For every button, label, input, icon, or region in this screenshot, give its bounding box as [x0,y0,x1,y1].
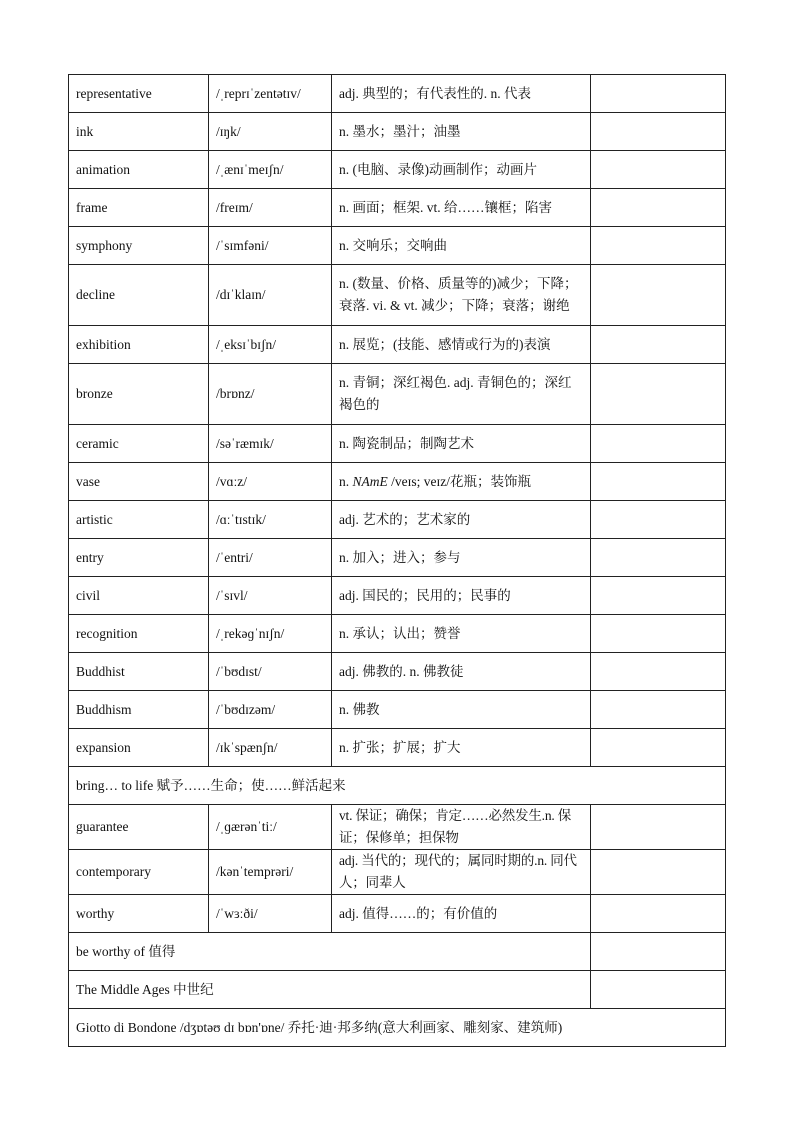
table-row [69,501,726,539]
word-cell: guarantee [69,805,209,850]
blank-cell [591,151,726,189]
blank-cell [591,805,726,850]
blank-cell [591,539,726,577]
table-row [69,189,726,227]
blank-cell [591,227,726,265]
word-cell: artistic [69,501,209,539]
meaning-cell: adj. 艺术的；艺术家的 [332,501,591,539]
vocabulary-table [68,74,726,1047]
table-row [69,805,726,850]
blank-cell [591,265,726,326]
meaning-prefix: n. [339,473,353,489]
word-cell: animation [69,151,209,189]
meaning-cell: n. 交响乐；交响曲 [332,227,591,265]
table-row [69,265,726,326]
table-row [69,227,726,265]
meaning-cell: adj. 值得……的；有价值的 [332,895,591,933]
blank-cell [591,895,726,933]
phonetic-cell: /vɑːz/ [209,463,332,501]
blank-cell [591,463,726,501]
table-row [69,539,726,577]
word-cell: Buddhist [69,653,209,691]
table-row [69,151,726,189]
phonetic-cell: /ˌeksɪˈbɪʃn/ [209,326,332,364]
phonetic-cell: /ˌɡærənˈtiː/ [209,805,332,850]
table-row [69,615,726,653]
phonetic-cell: /ɪŋk/ [209,113,332,151]
phonetic-cell: /ˈsɪvl/ [209,577,332,615]
meaning-cell: n. 画面；框架. vt. 给……镶框；陷害 [332,189,591,227]
table-row [69,425,726,463]
word-cell: recognition [69,615,209,653]
phonetic-cell: /ˈbʊdɪst/ [209,653,332,691]
phrase-cell: bring… to life 赋予……生命；使……鲜活起来 [69,767,726,805]
meaning-cell [332,463,591,501]
table-row [69,75,726,113]
table-row [69,691,726,729]
phonetic-cell: /ɪkˈspænʃn/ [209,729,332,767]
meaning-cell: n. 扩张；扩展；扩大 [332,729,591,767]
table-row [69,1009,726,1047]
meaning-cell: n. (数量、价格、质量等的)减少；下降；衰落. vi. & vt. 减少；下降；衰落；谢绝 [332,265,591,326]
meaning-cell: adj. 国民的；民用的；民事的 [332,577,591,615]
phonetic-cell: /ˈbʊdɪzəm/ [209,691,332,729]
blank-cell [591,189,726,227]
table-row [69,364,726,425]
meaning-cell: n. 承认；认出；赞誉 [332,615,591,653]
table-row [69,895,726,933]
phonetic-cell: /freɪm/ [209,189,332,227]
meaning-italic: NAmE [352,473,388,489]
phonetic-cell: /ˌreprɪˈzentətɪv/ [209,75,332,113]
phrase-cell: Giotto di Bondone /dʒɒtəʊ dɪ bɒn'ɒne/ 乔托·迪·邦多纳(意大利画家、雕刻家、建筑师) [69,1009,726,1047]
blank-cell [591,113,726,151]
blank-cell [591,615,726,653]
word-cell: expansion [69,729,209,767]
word-cell: vase [69,463,209,501]
blank-cell [591,577,726,615]
blank-cell [591,364,726,425]
blank-cell [591,971,726,1009]
word-cell: frame [69,189,209,227]
meaning-rest: /veɪs; veɪz/花瓶；装饰瓶 [387,473,531,489]
word-cell: ink [69,113,209,151]
table-row [69,113,726,151]
phonetic-cell: /ˈsɪmfəni/ [209,227,332,265]
word-cell: Buddhism [69,691,209,729]
blank-cell [591,729,726,767]
meaning-cell: n. 展览；(技能、感情或行为的)表演 [332,326,591,364]
meaning-cell: n. 青铜；深红褐色. adj. 青铜色的；深红褐色的 [332,364,591,425]
word-cell: representative [69,75,209,113]
blank-cell [591,933,726,971]
word-cell: symphony [69,227,209,265]
phonetic-cell: /ɑːˈtɪstɪk/ [209,501,332,539]
table-row [69,577,726,615]
word-cell: civil [69,577,209,615]
blank-cell [591,691,726,729]
meaning-cell: adj. 佛教的. n. 佛教徒 [332,653,591,691]
word-cell: ceramic [69,425,209,463]
table-row [69,463,726,501]
word-cell: bronze [69,364,209,425]
table-row [69,971,726,1009]
table-row [69,850,726,895]
phrase-cell: The Middle Ages 中世纪 [69,971,591,1009]
phonetic-cell: /səˈræmɪk/ [209,425,332,463]
meaning-cell: vt. 保证；确保；肯定……必然发生.n. 保证；保修单；担保物 [332,805,591,850]
phonetic-cell: /dɪˈklaɪn/ [209,265,332,326]
table-row [69,767,726,805]
meaning-cell: adj. 典型的；有代表性的. n. 代表 [332,75,591,113]
phonetic-cell: /ˌænɪˈmeɪʃn/ [209,151,332,189]
table-row [69,933,726,971]
blank-cell [591,425,726,463]
blank-cell [591,850,726,895]
phrase-cell: be worthy of 值得 [69,933,591,971]
table-row [69,326,726,364]
blank-cell [591,501,726,539]
word-cell: worthy [69,895,209,933]
meaning-cell: n. 加入；进入；参与 [332,539,591,577]
phonetic-cell: /kənˈtemprəri/ [209,850,332,895]
meaning-cell: adj. 当代的；现代的；属同时期的.n. 同代人；同辈人 [332,850,591,895]
blank-cell [591,75,726,113]
blank-cell [591,326,726,364]
meaning-cell: n. 墨水；墨汁；油墨 [332,113,591,151]
word-cell: exhibition [69,326,209,364]
table-row [69,729,726,767]
phonetic-cell: /ˈentri/ [209,539,332,577]
blank-cell [591,653,726,691]
phonetic-cell: /ˌrekəɡˈnɪʃn/ [209,615,332,653]
word-cell: entry [69,539,209,577]
word-cell: decline [69,265,209,326]
meaning-cell: n. 佛教 [332,691,591,729]
meaning-cell: n. (电脑、录像)动画制作；动画片 [332,151,591,189]
phonetic-cell: /brɒnz/ [209,364,332,425]
phonetic-cell: /ˈwɜːði/ [209,895,332,933]
table-row [69,653,726,691]
meaning-cell: n. 陶瓷制品；制陶艺术 [332,425,591,463]
word-cell: contemporary [69,850,209,895]
